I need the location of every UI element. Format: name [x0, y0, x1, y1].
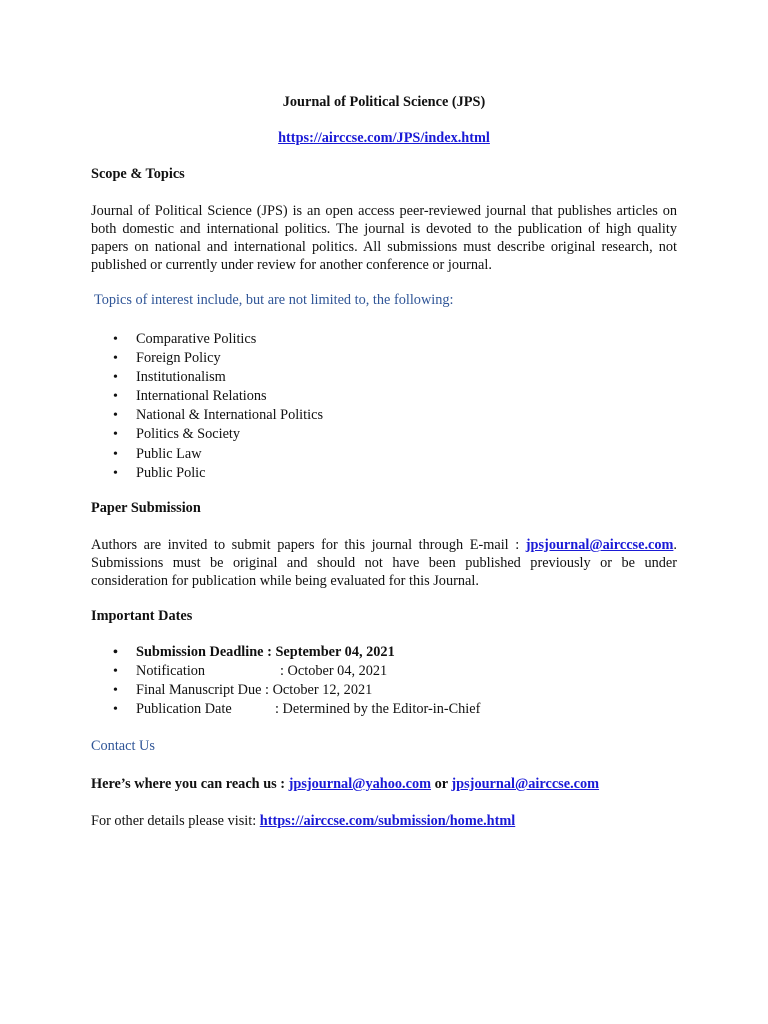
contact-reach-text: Here’s where you can reach us : — [91, 776, 289, 792]
date-label: Notification — [136, 663, 206, 680]
date-sep: : — [280, 663, 288, 680]
date-label: Publication Date — [136, 701, 232, 718]
date-value: Determined by the Editor-in-Chief — [282, 701, 481, 718]
topic-item: • Public Polic — [113, 464, 323, 483]
submission-paragraph — [91, 536, 677, 590]
topic-item: • Foreign Policy — [113, 349, 323, 368]
topic-item: • Public Law — [113, 445, 323, 464]
date-item-final-manuscript — [113, 681, 480, 700]
topic-item: • International Relations — [113, 387, 323, 406]
contact-reach-line — [91, 776, 599, 793]
contact-email-yahoo-link[interactable]: jpsjournal@yahoo.com — [288, 776, 432, 792]
contact-heading: Contact Us — [91, 738, 155, 754]
journal-url-line — [0, 130, 768, 147]
other-details-line — [91, 813, 515, 830]
date-value: September 04, 2021 — [275, 644, 395, 660]
topic-item: • Politics & Society — [113, 425, 323, 444]
date-value: October 12, 2021 — [272, 682, 373, 699]
dates-heading: Important Dates — [91, 608, 193, 624]
contact-or-text: or — [431, 776, 452, 792]
submission-text-before: Authors are invited to submit papers for this journal through E-mail : — [91, 537, 526, 553]
date-value: October 04, 2021 — [287, 663, 388, 680]
dates-list — [113, 643, 480, 719]
scope-heading: Scope & Topics — [91, 166, 185, 182]
date-label: Submission Deadline — [136, 644, 264, 660]
topic-item: • National & International Politics — [113, 406, 323, 425]
submission-email-link[interactable]: jpsjournal@airccse.com — [525, 537, 674, 553]
submission-text-after: . Submissions must be original and should not have been published previously or be under consideration for publication while being evaluated for this Journal. — [91, 537, 677, 589]
date-sep: : — [261, 682, 273, 699]
submission-heading: Paper Submission — [91, 500, 201, 516]
journal-title: Journal of Political Science (JPS) — [282, 94, 486, 110]
topics-intro: Topics of interest include, but are not limited to, the following: — [94, 292, 454, 308]
date-label: Final Manuscript Due — [136, 682, 262, 699]
topics-list — [113, 330, 323, 483]
other-details-text: For other details please visit: — [91, 813, 260, 829]
contact-email-airccse-link[interactable]: jpsjournal@airccse.com — [451, 776, 600, 792]
date-sep: : — [263, 644, 276, 660]
submission-url-link[interactable]: https://airccse.com/submission/home.html — [259, 813, 516, 829]
date-item-publication — [113, 700, 480, 719]
date-sep: : — [275, 701, 283, 718]
date-item-submission — [113, 643, 480, 662]
topic-item: • Comparative Politics — [113, 330, 323, 349]
journal-url-link[interactable]: https://airccse.com/JPS/index.html — [278, 130, 490, 146]
topic-item: • Institutionalism — [113, 368, 323, 387]
scope-paragraph: Journal of Political Science (JPS) is an open access peer-reviewed journal that publishes articles on both domestic and international politics. The journal is devoted to the publication of high quality papers on national and international politics. All submissions must describe original research, not published or currently under review for another conference or journal. — [91, 203, 677, 273]
date-item-notification — [113, 662, 480, 681]
